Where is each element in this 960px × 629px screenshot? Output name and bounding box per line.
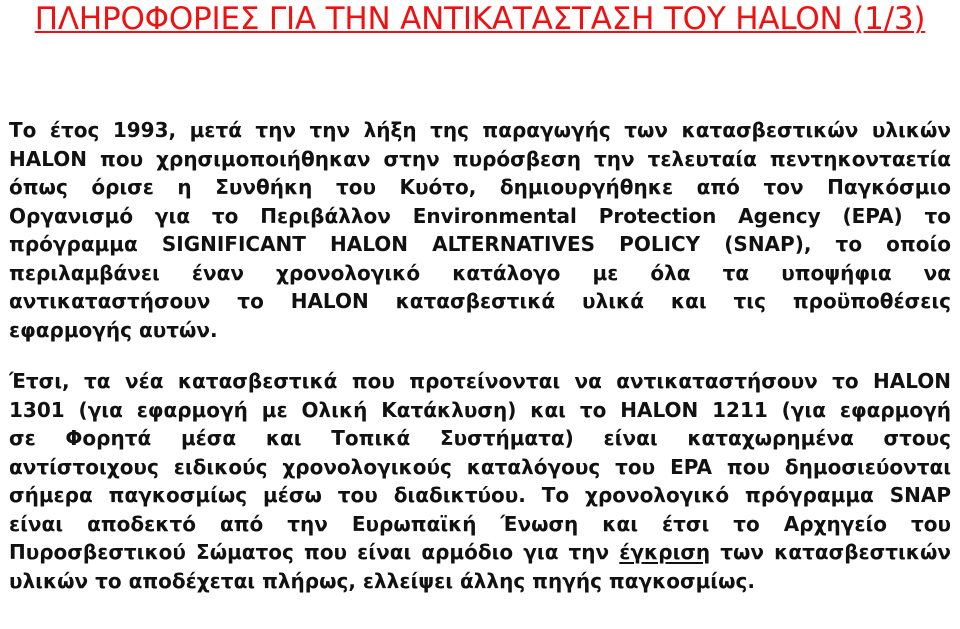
paragraph-line: Οργανισμό για το Περιβάλλον Environmental Protection Agency (EPA) το xyxy=(9,203,951,228)
page-title-bar xyxy=(0,0,960,40)
text-segment: Πυροσβεστικού Σώματος που είναι αρμόδιο για την xyxy=(9,540,620,564)
paragraph-line: Το έτος 1993, μετά την την λήξη της παραγωγής των κατασβεστικών υλικών xyxy=(9,118,951,142)
paragraph-halon-history xyxy=(9,116,951,344)
paragraph-line: HALON που χρησιμοποιήθηκαν στην πυρόσβεση την τελευταία πεντηκονταετία xyxy=(9,146,951,171)
paragraph-line: 1301 (για εφαρμογή με Ολική Κατάκλυση) και το HALON 1211 (για εφαρμογή xyxy=(9,397,951,422)
text-segment: των κατασβεστικών xyxy=(710,540,951,564)
paragraph-line: είναι αποδεκτό από την Ευρωπαϊκή Ένωση και έτσι το Αρχηγείο του xyxy=(9,511,951,536)
paragraph-line-approval xyxy=(9,538,951,567)
paragraph-line: σε Φορητά μέσα και Τοπικά Συστήματα) είναι καταχωρημένα στους xyxy=(9,426,951,450)
paragraph-line: Έτσι, τα νέα κατασβεστικά που προτείνονται να αντικαταστήσουν το HALON xyxy=(9,369,951,393)
paragraph-snap-program xyxy=(9,367,951,595)
underlined-word: έγκριση xyxy=(619,540,711,564)
paragraph-line: αντικαταστήσουν το HALON κατασβεστικά υλικά και τις προϋποθέσεις xyxy=(9,289,951,313)
paragraph-line: όπως όρισε η Συνθήκη του Κυότο, δημιουργήθηκε από τον Παγκόσμιο xyxy=(9,175,951,199)
paragraph-line: πρόγραμμα SIGNIFICANT HALON ALTERNATIVES POLICY (SNAP), το οποίο xyxy=(9,232,951,256)
paragraph-line: περιλαμβάνει έναν χρονολογικό κατάλογο με όλα τα υποψήφια να xyxy=(9,260,951,285)
paragraph-line: υλικών το αποδέχεται πλήρως, ελλείψει άλλης πηγής παγκοσμίως. xyxy=(9,568,755,593)
paragraph-line: αντίστοιχους ειδικούς χρονολογικούς καταλόγους του EPA που δημοσιεύονται xyxy=(9,454,951,479)
page-title: ΠΛΗΡΟΦΟΡΙΕΣ ΓΙΑ ΤΗΝ ΑΝΤΙΚΑΤΑΣΤΑΣΗ ΤΟΥ HALON (1/3) xyxy=(34,1,926,37)
paragraph-line: εφαρμογής αυτών. xyxy=(9,317,218,342)
paragraph-line: σήμερα παγκοσμίως μέσω του διαδικτύου. Το χρονολογικό πρόγραμμα SNAP xyxy=(9,483,951,507)
